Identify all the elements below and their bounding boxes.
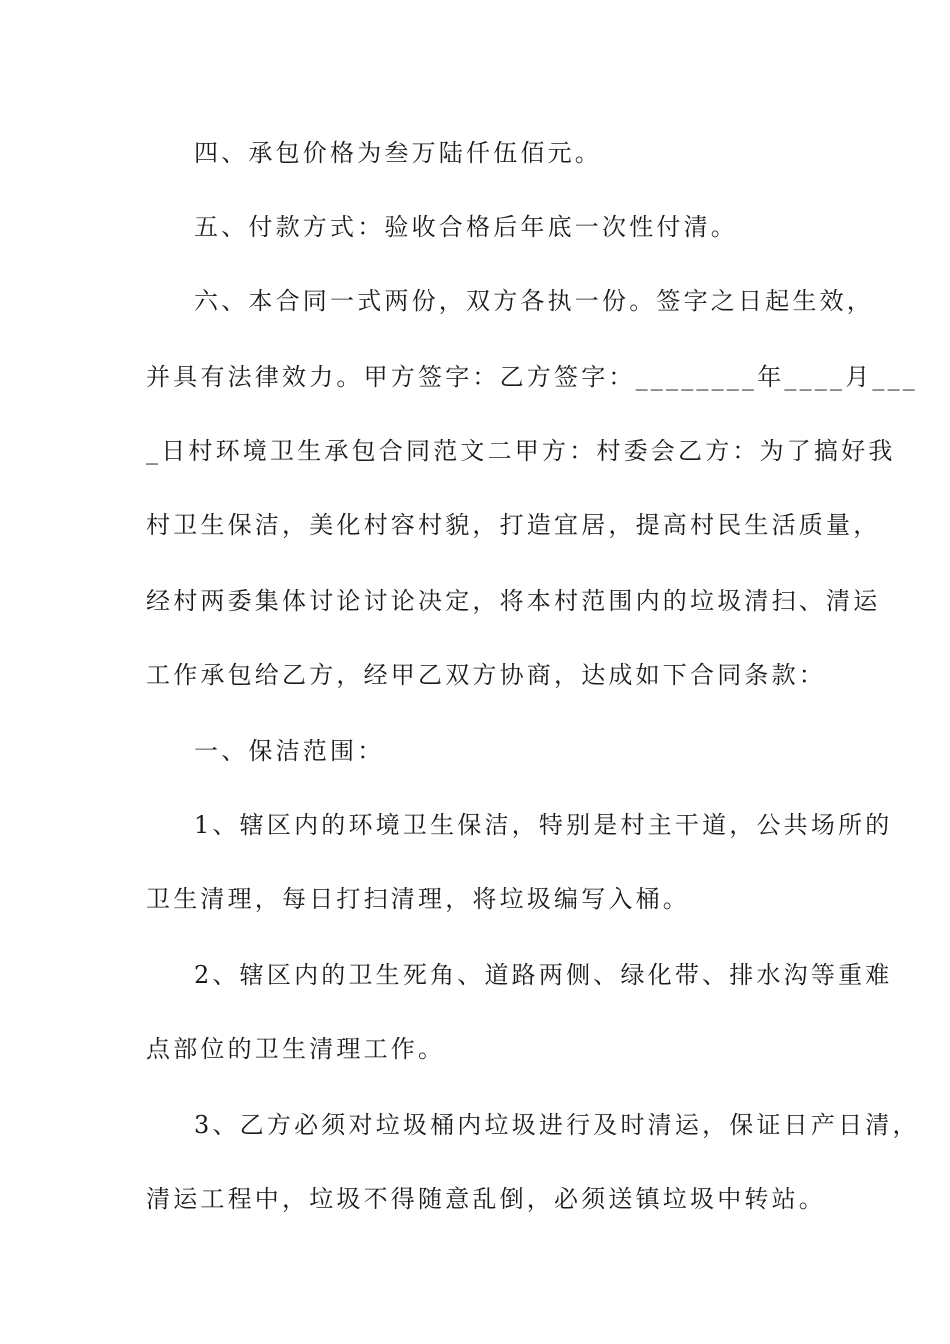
- paragraph-contract-two-line3: 经村两委集体讨论讨论决定，将本村范围内的垃圾清扫、清运: [146, 587, 881, 615]
- list-item-2: 2、辖区内的卫生死角、道路两侧、绿化带、排水沟等重难: [194, 961, 893, 989]
- section-heading-cleaning-scope: 一、保洁范围：: [194, 737, 385, 765]
- paragraph-contract-two-intro: _日村环境卫生承包合同范文二甲方：村委会乙方：为了搞好我: [146, 437, 896, 465]
- list-item-1-cont: 卫生清理，每日打扫清理，将垃圾编写入桶。: [146, 885, 690, 913]
- paragraph-payment: 五、付款方式：验收合格后年底一次性付清。: [194, 213, 738, 241]
- paragraph-price: 四、承包价格为叁万陆仟伍佰元。: [194, 139, 602, 167]
- paragraph-contract-two-line4: 工作承包给乙方，经甲乙双方协商，达成如下合同条款：: [146, 661, 826, 689]
- paragraph-contract-two-line2: 村卫生保洁，美化村容村貌，打造宜居，提高村民生活质量，: [146, 511, 881, 539]
- paragraph-copies-cont: 并具有法律效力。甲方签字：乙方签字：________年____月___: [146, 363, 918, 391]
- list-item-3: 3、乙方必须对垃圾桶内垃圾进行及时清运，保证日产日清，: [194, 1111, 920, 1139]
- list-item-1: 1、辖区内的环境卫生保洁，特别是村主干道，公共场所的: [194, 811, 893, 839]
- list-item-2-cont: 点部位的卫生清理工作。: [146, 1035, 446, 1063]
- list-item-3-cont: 清运工程中，垃圾不得随意乱倒，必须送镇垃圾中转站。: [146, 1185, 826, 1213]
- paragraph-copies: 六、本合同一式两份，双方各执一份。签字之日起生效，: [194, 287, 874, 315]
